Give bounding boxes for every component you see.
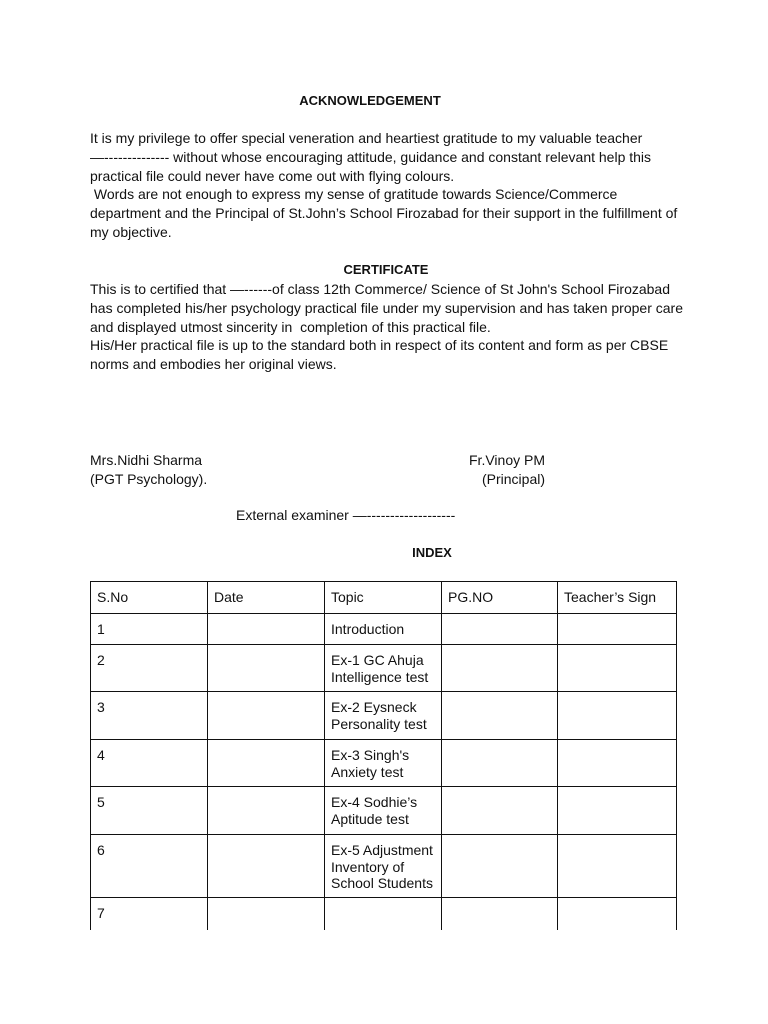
topic-line: Intelligence test [331,668,429,685]
table-row [91,740,677,787]
cell-pgno [442,614,558,645]
cell-sno: 3 [91,692,208,740]
header-date: Date [208,582,325,614]
cell-topic [325,740,442,787]
topic-line: Ex-3 Singh's [331,747,410,763]
acknowledgement-line: It is my privilege to offer special veneration and heartiest gratitude to my valuable teacher [90,130,643,146]
certificate-line: His/Her practical file is up to the standard both in respect of its content and form as per CBSE [90,337,669,354]
table-row [91,835,677,898]
cell-pgno [442,787,558,835]
cell-topic [325,692,442,740]
cell-sign [558,614,677,645]
principal-signature-block [469,451,545,489]
principal-role: (Principal) [482,471,546,487]
cell-topic [325,787,442,835]
cell-sign [558,645,677,692]
cell-sign [558,835,677,898]
cell-sign [558,787,677,835]
cell-sno: 5 [91,787,208,835]
cell-date [208,645,325,692]
certificate-line: norms and embodies her original views. [90,356,337,373]
topic-line: Introduction [331,621,405,637]
header-teacher-sign: Teacher’s Sign [558,582,677,614]
teacher-role: (PGT Psychology). [90,471,208,487]
cell-sign [558,692,677,740]
table-row [91,645,677,692]
header-sno: S.No [91,582,208,614]
cell-date [208,614,325,645]
table-row [91,787,677,835]
cell-date [208,835,325,898]
cell-topic [325,897,442,930]
cell-pgno [442,692,558,740]
index-header-row [91,582,677,614]
cell-sno: 1 [91,614,208,645]
acknowledgement-line: —-------------- without whose encouraging attitude, guidance and constant relevant help this [90,148,652,165]
acknowledgement-line: practical file could never have come out with flying colours. [90,167,455,184]
certificate-line: This is to certified that —------of class 12th Commerce/ Science of St John's School Firozabad [90,281,671,297]
external-examiner: External examiner —------------------- [236,507,456,523]
cell-pgno [442,897,558,930]
header-pgno: PG.NO [442,582,558,614]
principal-name: Fr.Vinoy PM [469,452,545,468]
cell-date [208,740,325,787]
cell-date [208,692,325,740]
certificate-line: and displayed utmost sincerity in completion of this practical file. [90,318,491,335]
table-row [91,897,677,930]
topic-line: Inventory of [331,858,405,875]
cell-pgno [442,645,558,692]
table-row [91,614,677,645]
cell-date [208,897,325,930]
acknowledgement-line: department and the Principal of St.John’s School Firozabad for their support in the fulfillment of [90,205,678,222]
cell-sign [558,897,677,930]
cell-sno: 7 [91,897,208,930]
acknowledgement-title: ACKNOWLEDGEMENT [299,93,441,108]
acknowledgement-paragraph [90,129,690,242]
cell-date [208,787,325,835]
cell-sign [558,740,677,787]
cell-topic [325,645,442,692]
cell-topic [325,835,442,898]
cell-sno: 2 [91,645,208,692]
table-row [91,692,677,740]
index-title: INDEX [412,545,452,560]
topic-line: Personality test [331,715,427,732]
topic-line: Anxiety test [331,763,404,780]
certificate-title: CERTIFICATE [343,262,429,277]
acknowledgement-line: Words are not enough to express my sense of gratitude towards Science/Commerce [90,186,618,203]
topic-line: Ex-5 Adjustment [331,842,433,858]
certificate-paragraph [90,280,690,374]
cell-sno: 4 [91,740,208,787]
cell-pgno [442,835,558,898]
acknowledgement-line: my objective. [90,223,172,240]
topic-line: Aptitude test [331,810,409,827]
certificate-line: has completed his/her psychology practical file under my supervision and has taken proper care [90,299,683,316]
topic-line: School Students [331,875,433,891]
cell-pgno [442,740,558,787]
topic-line: Ex-4 Sodhie’s [331,794,418,810]
topic-line: Ex-1 GC Ahuja [331,652,424,668]
teacher-name: Mrs.Nidhi Sharma [90,452,203,468]
teacher-signature-block [90,451,207,489]
cell-topic [325,614,442,645]
topic-line: Ex-2 Eysneck [331,699,417,715]
cell-sno: 6 [91,835,208,898]
header-topic: Topic [325,582,442,614]
index-table [90,581,677,930]
